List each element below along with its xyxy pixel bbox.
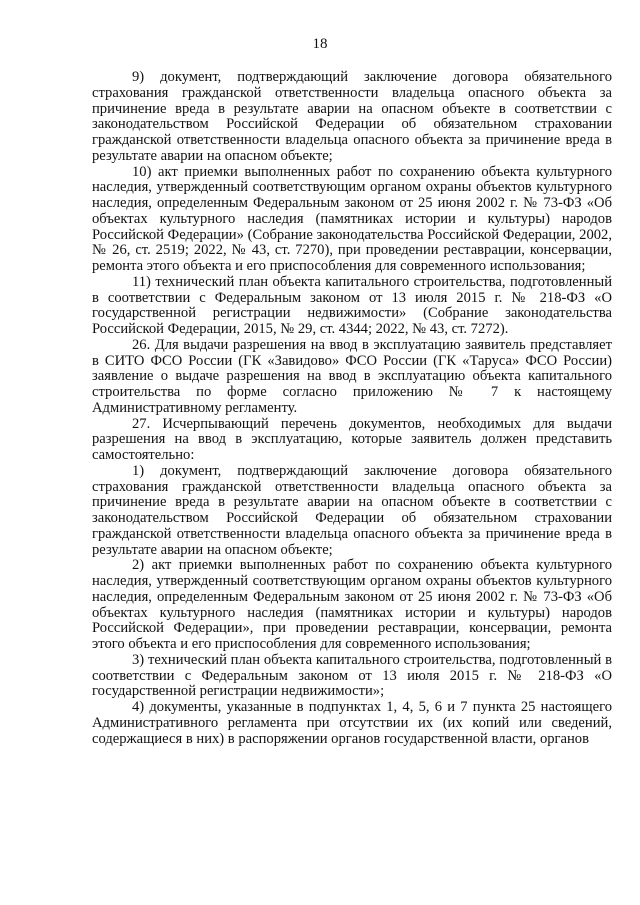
paragraph-item-11: 11) технический план объекта капитального строительства, подготовленный в соответствии с Федеральным законом от 13 июля 2015 г. № 218-ФЗ «О государственной регистрации недвижимости» (Собрание законодательства Российской Федерации, 2015, № 29, ст. 4344; 2022, № 43, ст. 7272). — [92, 273, 612, 337]
document-body — [92, 70, 612, 747]
paragraph-item-2: 2) акт приемки выполненных работ по сохранению объекта культурного наследия, утвержденный соответствующим органом охраны объектов культурного наследия, определенным Федеральным законом от 25 июня 2002 г. № 73-ФЗ «Об объектах культурного наследия (памятниках истории и культуры) народов Российской Федерации», при проведении реставрации, консервации, ремонта этого объекта и его приспособления для современного использования; — [92, 557, 612, 652]
paragraph-item-3: 3) технический план объекта капитального строительства, подготовленный в соответствии с Федеральным законом от 13 июля 2015 г. № 218-ФЗ «О государственной регистрации недвижимости»; — [92, 651, 612, 700]
paragraph-clause-26: 26. Для выдачи разрешения на ввод в эксплуатацию заявитель представляет в СИТО ФСО России (ГК «Завидово» ФСО России (ГК «Таруса» ФСО России) заявление о выдаче разрешения на ввод в эксплуатацию объекта капитального строительства по форме согласно приложению № 7 к настоящему Административному регламенту. — [92, 336, 612, 416]
page-number: 18 — [312, 36, 328, 52]
paragraph-item-1: 1) документ, подтверждающий заключение договора обязательного страхования гражданской ответственности владельца опасного объекта за причинение вреда в результате аварии на опасном объекте в соответствии с законодательством Российской Федерации об обязательном страховании гражданской ответственности владельца опасного объекта за причинение вреда в результате аварии на опасном объекте; — [92, 462, 612, 558]
paragraph-item-9: 9) документ, подтверждающий заключение договора обязательного страхования гражданской ответственности владельца опасного объекта за причинение вреда в результате аварии на опасном объекте в соответствии с законодательством Российской Федерации об обязательном страховании гражданской ответственности владельца опасного объекта за причинение вреда в результате аварии на опасном объекте; — [92, 69, 612, 164]
paragraph-clause-27: 27. Исчерпывающий перечень документов, необходимых для выдачи разрешения на ввод в эксплуатацию, которые заявитель должен представить самостоятельно: — [92, 415, 612, 463]
paragraph-item-10: 10) акт приемки выполненных работ по сохранению объекта культурного наследия, утвержденный соответствующим органом охраны объектов культурного наследия, определенным Федеральным законом от 25 июня 2002 г. № 73-ФЗ «Об объектах культурного наследия (памятниках истории и культуры) народов Российской Федерации» (Собрание законодательства Российской Федерации, 2002, № 26, ст. 2519; 2022, № 43, ст. 7270), при проведении реставрации, консервации, ремонта этого объекта и его приспособления для современного использования; — [92, 163, 612, 274]
paragraph-item-4: 4) документы, указанные в подпунктах 1, 4, 5, 6 и 7 пункта 25 настоящего Административного регламента при отсутствии их (их копий или сведений, содержащиеся в них) в распоряжении органов государственной власти, органов — [92, 699, 612, 747]
